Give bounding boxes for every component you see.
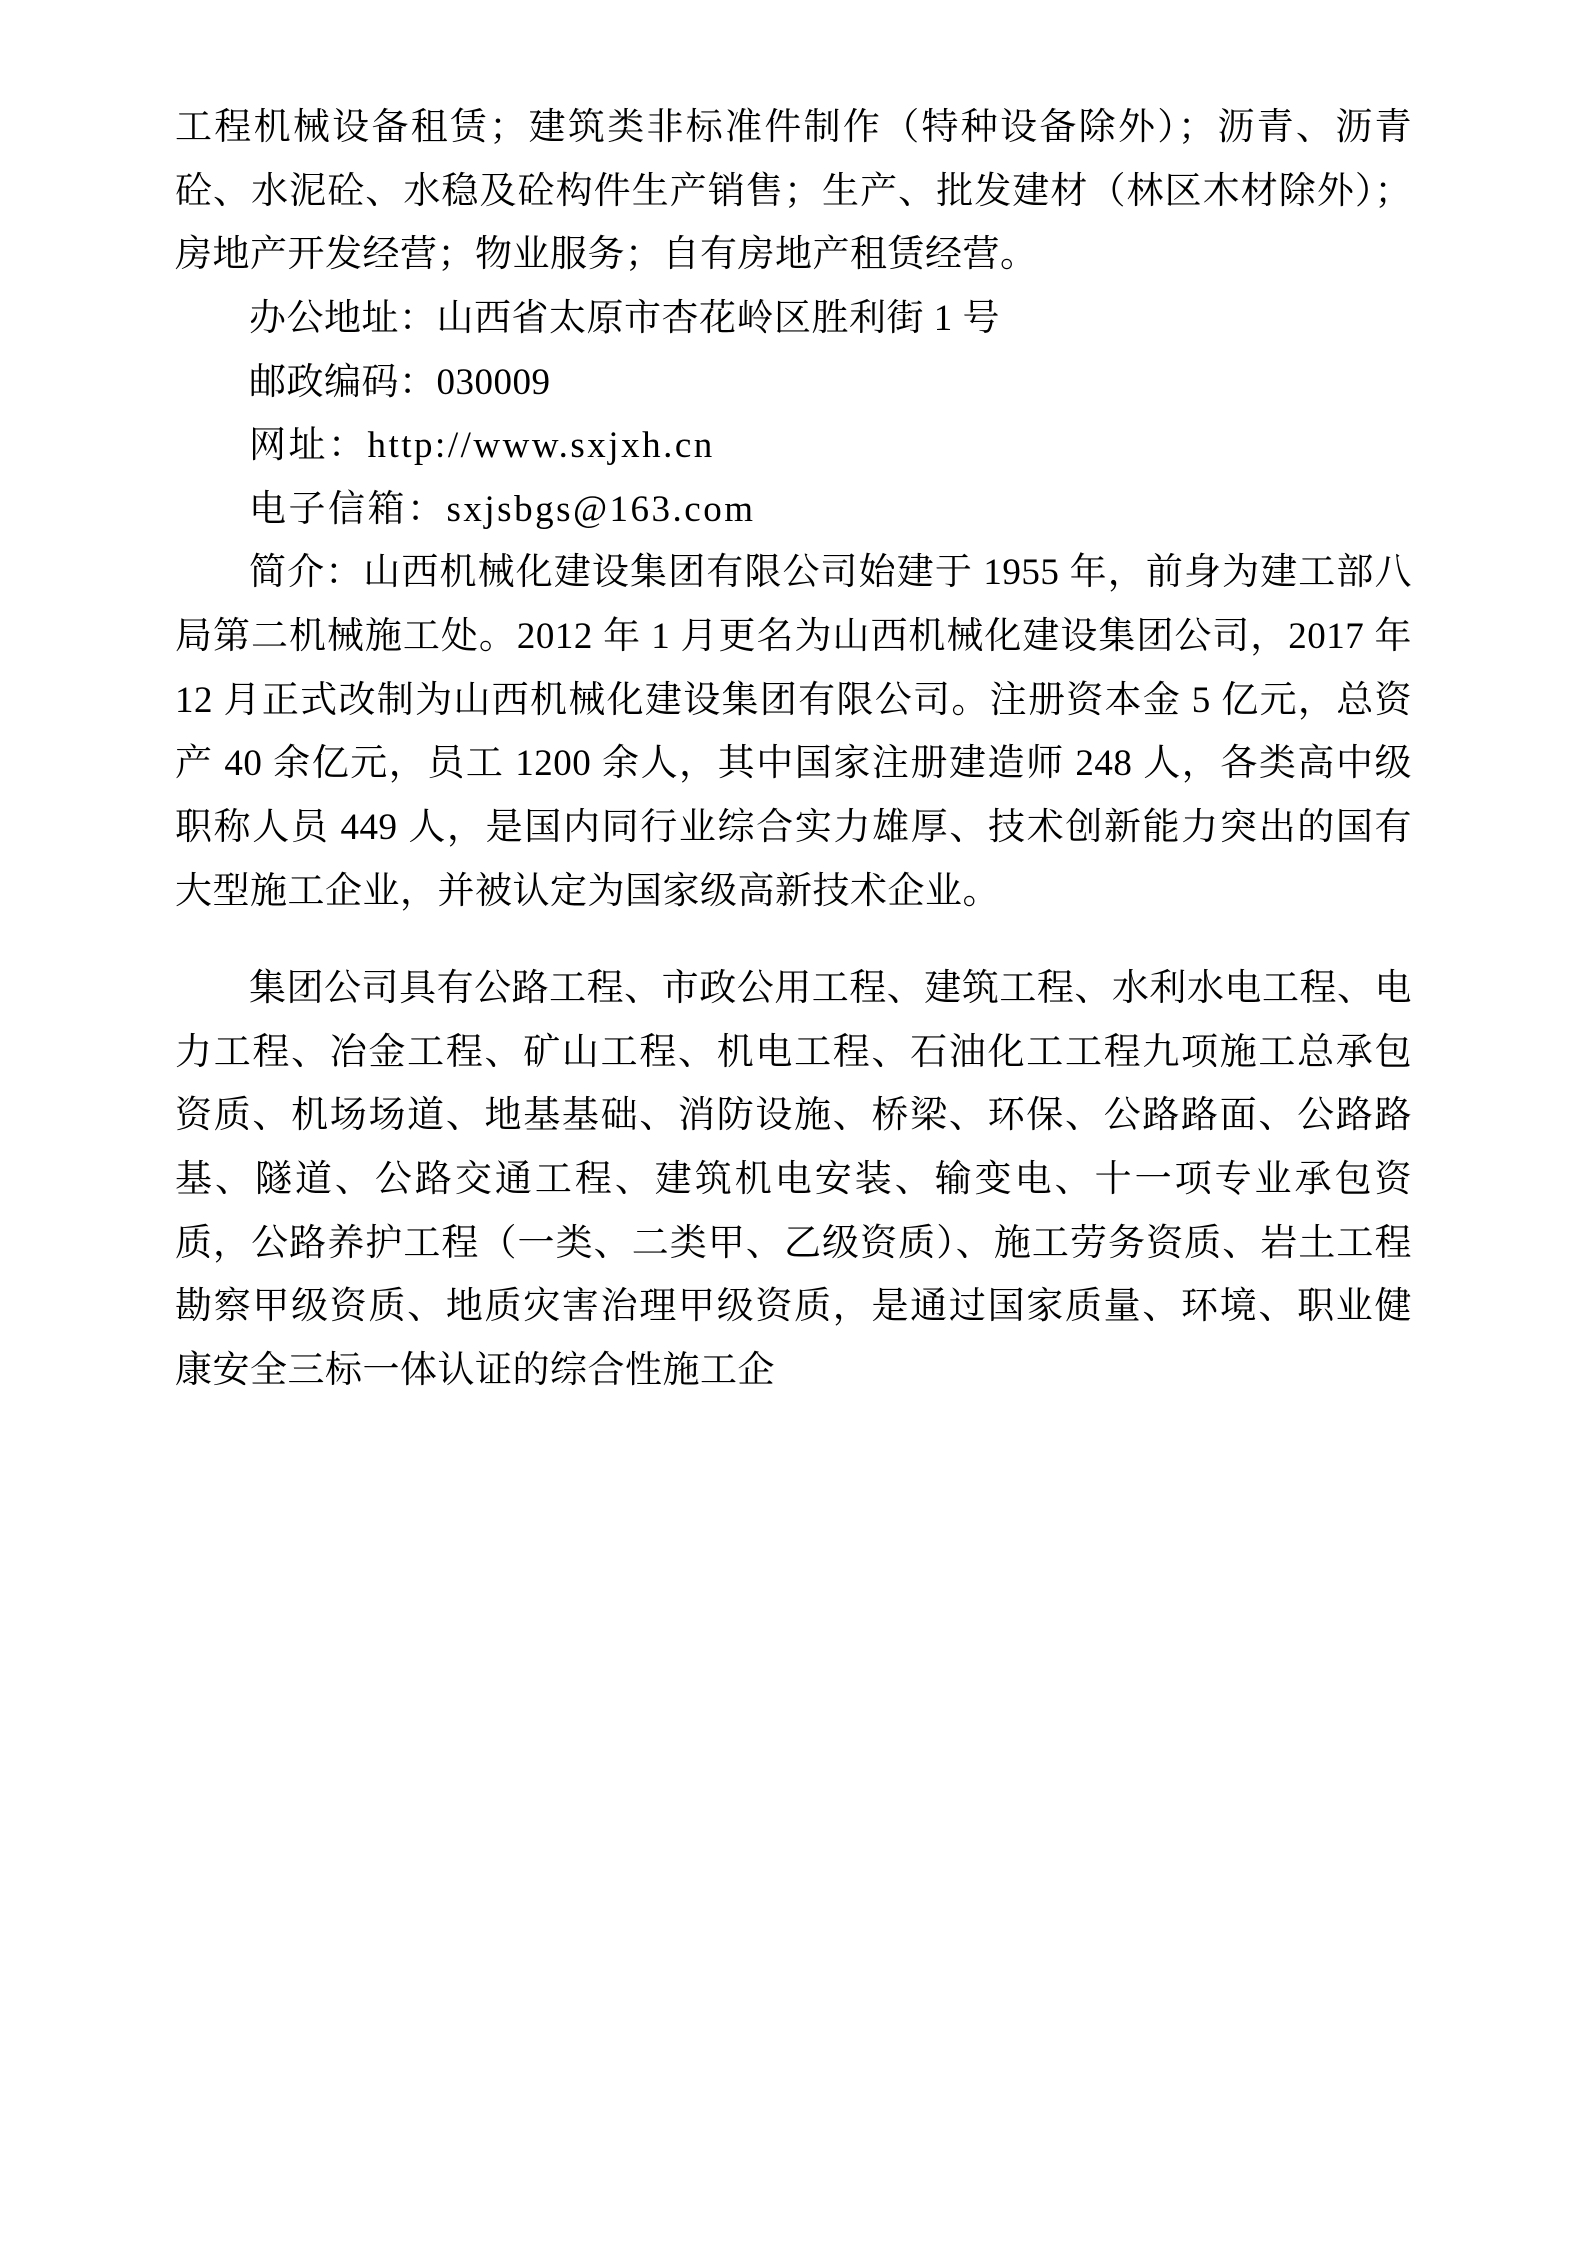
paragraph-qualifications: 集团公司具有公路工程、市政公用工程、建筑工程、水利水电工程、电力工程、冶金工程、矿山工程、机电工程、石油化工工程九项施工总承包资质、机场场道、地基基础、消防设施、桥梁、环保、公路路面、公路路基、隧道、公路交通工程、建筑机电安装、输变电、十一项专业承包资质，公路养护工程（一类、二类甲、乙级资质）、施工劳务资质、岩土工程勘察甲级资质、地质灾害治理甲级资质，是通过国家质量、环境、职业健康安全三标一体认证的综合性施工企 (175, 968, 1412, 1391)
paragraph-company-profile: 简介：山西机械化建设集团有限公司始建于 1955 年，前身为建工部八局第二机械施工处。2012 年 1 月更名为山西机械化建设集团公司，2017 年 12 月正式改制为山西机械化建设集团有限公司。注册资本金 5 亿元，总资产 40 余亿元，员工 1200 余人，其中国家注册建造师 248 人，各类高中级职称人员 449 人，是国内同行业综合实力雄厚、技术创新能力突出的国有大型施工企业，并被认定为国家级高新技术企业。 (175, 552, 1412, 912)
paragraph-business-scope-continued: 工程机械设备租赁；建筑类非标准件制作（特种设备除外）；沥青、沥青砼、水泥砼、水稳及砼构件生产销售；生产、批发建材（林区木材除外）；房地产开发经营；物业服务；自有房地产租赁经营。 (175, 107, 1412, 276)
paragraph-office-address: 办公地址：山西省太原市杏花岭区胜利街 1 号 (249, 297, 1000, 339)
paragraph-postal-code: 邮政编码：030009 (249, 361, 551, 403)
document-body (175, 96, 1412, 1403)
paragraph-website: 网址：http://www.sxjxh.cn (249, 425, 715, 467)
paragraph-spacer (175, 923, 1412, 957)
paragraph-email: 电子信箱：sxjsbgs@163.com (249, 488, 756, 530)
